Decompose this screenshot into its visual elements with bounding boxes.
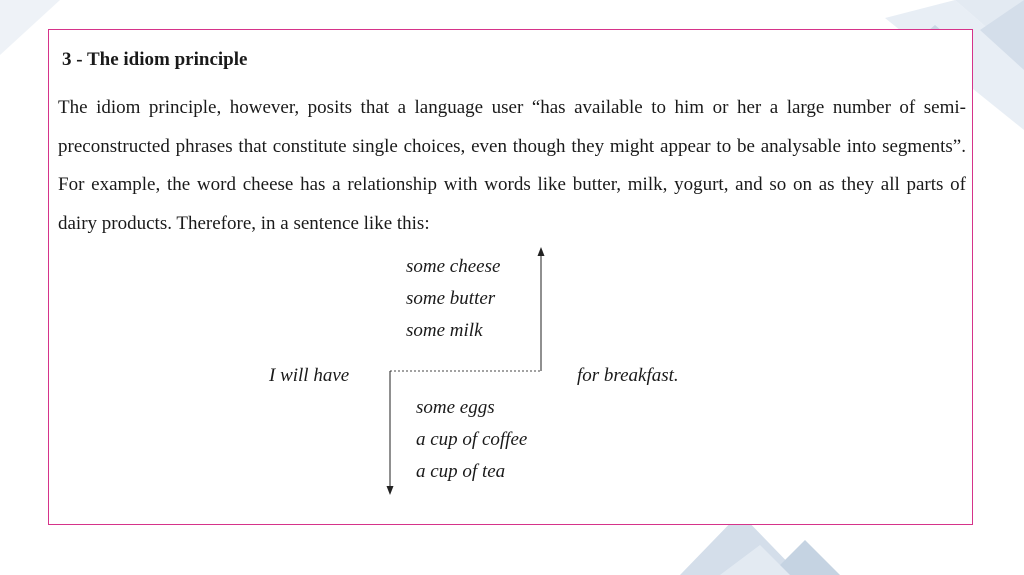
lower-option-2: a cup of coffee — [416, 429, 528, 450]
upper-option-3: some milk — [406, 320, 483, 341]
body-paragraph: The idiom principle, however, posits that a language user “has available to him or her a large number of semi-preconstructed phrases that constitute single choices, even though they might appear to be analysable into segments”. For example, the word cheese has a relationship with words like butter, milk, yogurt, and so on as they all parts of dairy products. Therefore, in a sentence like this: — [58, 97, 966, 234]
upper-option-2: some butter — [406, 288, 496, 309]
lower-option-3: a cup of tea — [416, 461, 506, 482]
sentence-end: for breakfast. — [577, 365, 679, 386]
section-heading: 3 - The idiom principle — [62, 49, 248, 70]
sentence-start: I will have — [269, 365, 350, 386]
lower-option-1: some eggs — [416, 397, 495, 418]
upper-option-1: some cheese — [406, 256, 501, 277]
